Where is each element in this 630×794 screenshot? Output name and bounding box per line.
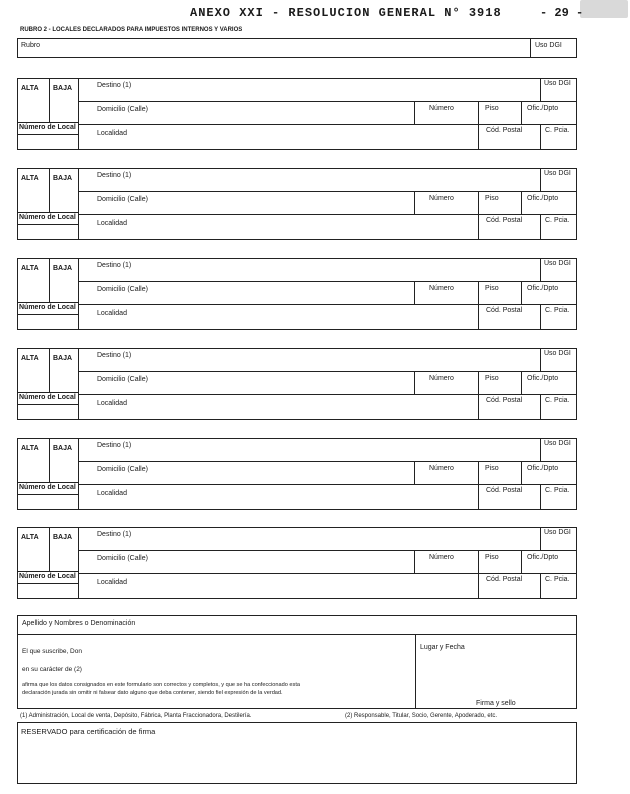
- divider: [49, 348, 50, 392]
- divider: [576, 348, 577, 420]
- divider: [78, 348, 79, 420]
- divider: [478, 124, 479, 149]
- divider: [17, 348, 18, 420]
- divider: [521, 550, 522, 573]
- oficina-label: Ofic./Dpto: [527, 195, 559, 202]
- divider: [540, 573, 541, 598]
- divider: [17, 314, 78, 315]
- numero-local-label: Número de Local: [19, 304, 76, 311]
- numero-local-label: Número de Local: [19, 484, 76, 491]
- baja-label: BAJA: [53, 85, 73, 92]
- divider: [540, 348, 541, 371]
- divider: [78, 214, 577, 215]
- divider: [49, 78, 50, 122]
- local-block: [17, 258, 577, 330]
- divider: [540, 527, 541, 550]
- apellido-label: Apellido y Nombres o Denominación: [22, 620, 136, 627]
- divider: [78, 394, 577, 395]
- divider: [17, 78, 577, 79]
- divider: [478, 484, 479, 509]
- divider: [78, 258, 79, 330]
- divider: [17, 598, 577, 599]
- oficina-label: Ofic./Dpto: [527, 375, 559, 382]
- alta-label: ALTA: [21, 85, 39, 92]
- divider: [415, 634, 416, 708]
- divider: [78, 191, 577, 192]
- domicilio-label: Domicilio (Calle): [97, 106, 148, 113]
- divider: [414, 371, 415, 394]
- numero-label: Número: [429, 105, 454, 112]
- divider: [521, 101, 522, 124]
- divider: [17, 302, 78, 303]
- divider: [540, 214, 541, 239]
- numero-label: Número: [429, 554, 454, 561]
- divider: [17, 527, 577, 528]
- divider: [78, 371, 577, 372]
- c-pcia-label: C. Pcia.: [545, 397, 570, 404]
- divider: [414, 281, 415, 304]
- numero-local-label: Número de Local: [19, 573, 76, 580]
- oficina-label: Ofic./Dpto: [527, 554, 559, 561]
- localidad-label: Localidad: [97, 130, 127, 137]
- numero-local-label: Número de Local: [19, 214, 76, 221]
- divider: [17, 258, 577, 259]
- divider: [17, 419, 577, 420]
- uso-dgi-label: Uso DGI: [544, 440, 571, 447]
- destino-label: Destino (1): [97, 262, 132, 269]
- divider: [17, 392, 78, 393]
- numero-label: Número: [429, 465, 454, 472]
- divider: [17, 482, 78, 483]
- local-block: [17, 78, 577, 150]
- divider: [78, 484, 577, 485]
- baja-label: BAJA: [53, 355, 73, 362]
- reserved-certification-box: [17, 722, 577, 784]
- divider: [478, 371, 479, 394]
- c-pcia-label: C. Pcia.: [545, 307, 570, 314]
- oficina-label: Ofic./Dpto: [527, 105, 559, 112]
- divider: [521, 191, 522, 214]
- domicilio-label: Domicilio (Calle): [97, 376, 148, 383]
- divider: [17, 329, 577, 330]
- domicilio-label: Domicilio (Calle): [97, 196, 148, 203]
- uso-dgi-label: Uso DGI: [544, 80, 571, 87]
- uso-dgi-label: Uso DGI: [544, 260, 571, 267]
- divider: [17, 404, 78, 405]
- divider: [540, 124, 541, 149]
- divider: [78, 304, 577, 305]
- uso-dgi-label: Uso DGI: [544, 350, 571, 357]
- divider: [540, 438, 541, 461]
- divider: [540, 394, 541, 419]
- c-pcia-label: C. Pcia.: [545, 217, 570, 224]
- cod-postal-label: Cód. Postal: [486, 307, 523, 314]
- local-block: [17, 348, 577, 420]
- numero-label: Número: [429, 285, 454, 292]
- divider: [78, 281, 577, 282]
- annex-title: ANEXO XXI - RESOLUCION GENERAL N° 3918: [190, 6, 502, 20]
- divider: [17, 494, 78, 495]
- footnote-1: (1) Administración, Local de venta, Depósito, Fábrica, Planta Fraccionadora, Destilería.: [20, 713, 252, 719]
- uso-dgi-label: Uso DGI: [544, 529, 571, 536]
- piso-label: Piso: [485, 105, 499, 112]
- divider: [78, 550, 577, 551]
- uso-dgi-label: Uso DGI: [544, 170, 571, 177]
- localidad-label: Localidad: [97, 400, 127, 407]
- divider: [576, 258, 577, 330]
- c-pcia-label: C. Pcia.: [545, 487, 570, 494]
- rubro-section-title: RUBRO 2 - LOCALES DECLARADOS PARA IMPUESTOS INTERNOS Y VARIOS: [20, 27, 243, 33]
- divider: [17, 583, 78, 584]
- rubro-uso-dgi-cell: [530, 39, 576, 57]
- cod-postal-label: Cód. Postal: [486, 487, 523, 494]
- divider: [478, 191, 479, 214]
- divider: [478, 101, 479, 124]
- c-pcia-label: C. Pcia.: [545, 127, 570, 134]
- divider: [78, 438, 79, 510]
- divider: [17, 78, 18, 150]
- rubro-label: Rubro: [21, 42, 41, 49]
- numero-local-label: Número de Local: [19, 394, 76, 401]
- baja-label: BAJA: [53, 265, 73, 272]
- piso-label: Piso: [485, 465, 499, 472]
- divider: [78, 461, 577, 462]
- destino-label: Destino (1): [97, 442, 132, 449]
- divider: [17, 258, 18, 330]
- divider: [576, 78, 577, 150]
- divider: [576, 168, 577, 240]
- reserved-label: RESERVADO para certificación de firma: [21, 727, 156, 736]
- localidad-label: Localidad: [97, 579, 127, 586]
- baja-label: BAJA: [53, 534, 73, 541]
- destino-label: Destino (1): [97, 531, 132, 538]
- divider: [540, 484, 541, 509]
- baja-label: BAJA: [53, 175, 73, 182]
- page-number: - 29 -: [540, 6, 584, 20]
- numero-local-label: Número de Local: [19, 124, 76, 131]
- divider: [78, 168, 79, 240]
- localidad-label: Localidad: [97, 490, 127, 497]
- divider: [17, 438, 577, 439]
- piso-label: Piso: [485, 554, 499, 561]
- baja-label: BAJA: [53, 445, 73, 452]
- divider: [17, 224, 78, 225]
- divider: [576, 527, 577, 599]
- signature-section: [17, 615, 577, 709]
- rubro-box: [17, 38, 577, 58]
- cod-postal-label: Cód. Postal: [486, 397, 523, 404]
- divider: [49, 168, 50, 212]
- c-pcia-label: C. Pcia.: [545, 576, 570, 583]
- domicilio-label: Domicilio (Calle): [97, 466, 148, 473]
- alta-label: ALTA: [21, 265, 39, 272]
- divider: [49, 438, 50, 482]
- divider: [17, 149, 577, 150]
- piso-label: Piso: [485, 375, 499, 382]
- afirma-line-2: declaración jurada sin omitir ni falsear dato alguno que deba contener, siendo fiel expresión de la verdad.: [22, 690, 283, 696]
- divider: [521, 461, 522, 484]
- firma-sello-label: Firma y sello: [476, 700, 516, 707]
- caracter-label: en su carácter de (2): [22, 666, 82, 673]
- footnote-2: (2) Responsable, Titular, Socio, Gerente, Apoderado, etc.: [345, 713, 498, 719]
- divider: [78, 527, 79, 599]
- alta-label: ALTA: [21, 534, 39, 541]
- localidad-label: Localidad: [97, 310, 127, 317]
- divider: [540, 258, 541, 281]
- local-block: [17, 527, 577, 599]
- lugar-fecha-label: Lugar y Fecha: [420, 644, 465, 651]
- divider: [478, 394, 479, 419]
- divider: [78, 573, 577, 574]
- divider: [414, 191, 415, 214]
- divider: [540, 304, 541, 329]
- piso-label: Piso: [485, 195, 499, 202]
- divider: [78, 101, 577, 102]
- divider: [17, 134, 78, 135]
- cod-postal-label: Cód. Postal: [486, 217, 523, 224]
- alta-label: ALTA: [21, 175, 39, 182]
- rubro-uso-dgi-label: Uso DGI: [535, 42, 562, 49]
- divider: [17, 509, 577, 510]
- alta-label: ALTA: [21, 445, 39, 452]
- divider: [17, 438, 18, 510]
- cod-postal-label: Cód. Postal: [486, 127, 523, 134]
- destino-label: Destino (1): [97, 172, 132, 179]
- corner-mark: [580, 0, 628, 18]
- cod-postal-label: Cód. Postal: [486, 576, 523, 583]
- divider: [414, 461, 415, 484]
- divider: [521, 281, 522, 304]
- divider: [17, 168, 577, 169]
- divider: [414, 101, 415, 124]
- alta-label: ALTA: [21, 355, 39, 362]
- divider: [478, 214, 479, 239]
- divider: [17, 239, 577, 240]
- divider: [478, 550, 479, 573]
- divider: [478, 461, 479, 484]
- numero-label: Número: [429, 375, 454, 382]
- divider: [17, 168, 18, 240]
- localidad-label: Localidad: [97, 220, 127, 227]
- divider: [17, 348, 577, 349]
- oficina-label: Ofic./Dpto: [527, 465, 559, 472]
- numero-label: Número: [429, 195, 454, 202]
- divider: [78, 124, 577, 125]
- afirma-line-1: afirma que los datos consignados en este formulario son correctos y completos, y que se ha confeccionado esta: [22, 682, 300, 688]
- suscribe-label: El que suscribe, Don: [22, 648, 82, 655]
- divider: [540, 168, 541, 191]
- piso-label: Piso: [485, 285, 499, 292]
- domicilio-label: Domicilio (Calle): [97, 555, 148, 562]
- divider: [49, 258, 50, 302]
- divider: [478, 304, 479, 329]
- domicilio-label: Domicilio (Calle): [97, 286, 148, 293]
- divider: [17, 527, 18, 599]
- destino-label: Destino (1): [97, 352, 132, 359]
- divider: [17, 122, 78, 123]
- divider: [414, 550, 415, 573]
- divider: [18, 634, 576, 635]
- divider: [17, 212, 78, 213]
- divider: [521, 371, 522, 394]
- destino-label: Destino (1): [97, 82, 132, 89]
- divider: [49, 527, 50, 571]
- oficina-label: Ofic./Dpto: [527, 285, 559, 292]
- divider: [478, 573, 479, 598]
- divider: [78, 78, 79, 150]
- local-block: [17, 438, 577, 510]
- divider: [576, 438, 577, 510]
- divider: [540, 78, 541, 101]
- divider: [17, 571, 78, 572]
- divider: [478, 281, 479, 304]
- local-block: [17, 168, 577, 240]
